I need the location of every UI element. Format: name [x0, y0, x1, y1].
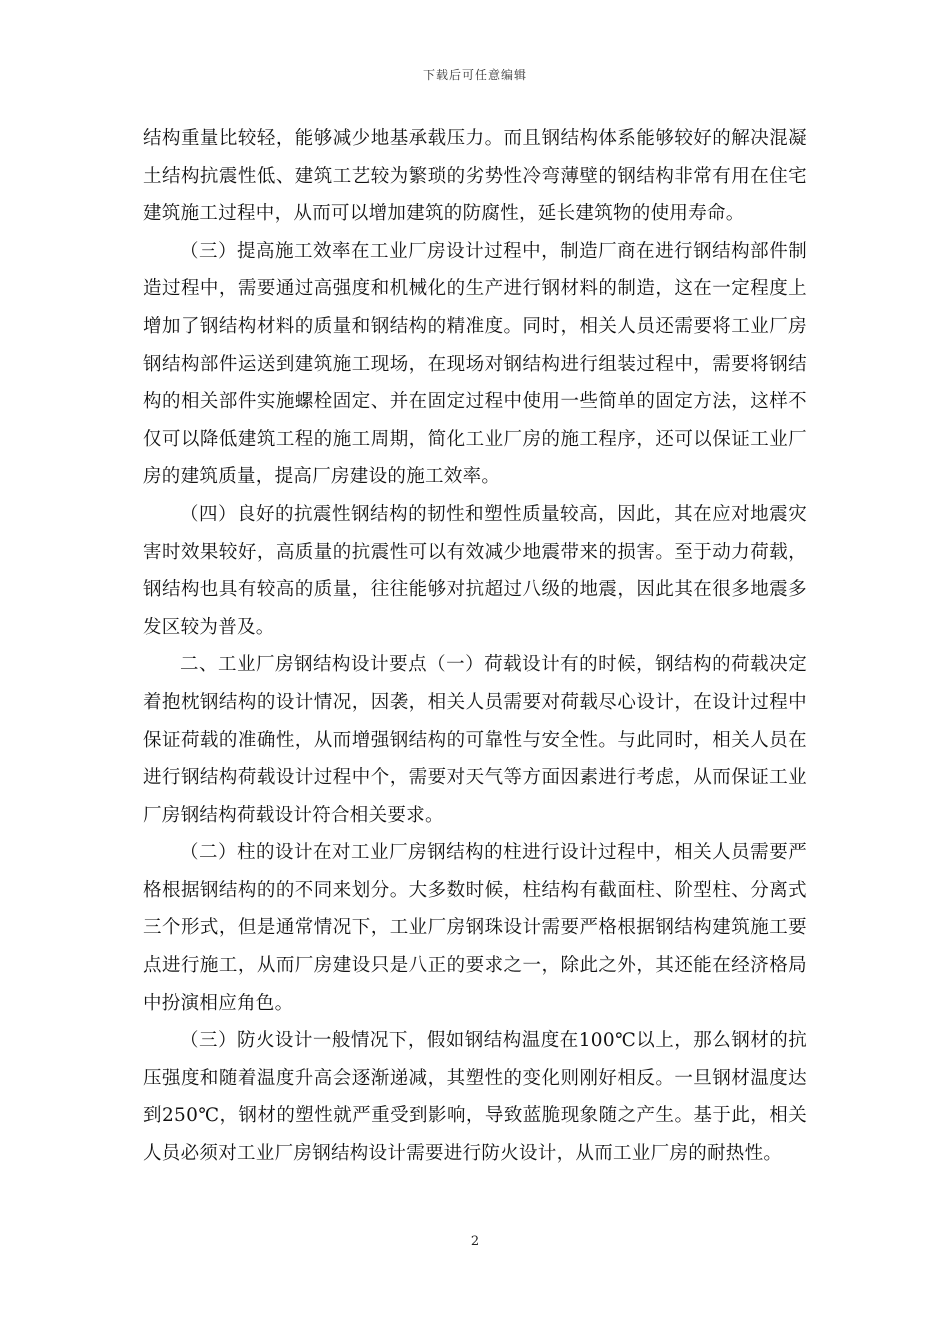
paragraph-5: （二）柱的设计在对工业厂房钢结构的柱进行设计过程中，相关人员需要严格根据钢结构的的不同来划分。大多数时候，柱结构有截面柱、阶型柱、分离式三个形式，但是通常情况下，工业厂房钢珠设计需要严格根据钢结构建筑施工要点进行施工，从而厂房建设只是八正的要求之一，除此之外，其还能在经济格局中扮演相应角色。: [143, 842, 807, 1014]
paragraph-1: 结构重量比较轻，能够减少地基承载压力。而且钢结构体系能够较好的解决混凝土结构抗震性低、建筑工艺较为繁琐的劣势性冷弯薄壁的钢结构非常有用在住宅建筑施工过程中，从而可以增加建筑的防腐性，延长建筑物的使用寿命。: [143, 128, 807, 225]
paragraph-2: （三）提高施工效率在工业厂房设计过程中，制造厂商在进行钢结构部件制造过程中，需要通过高强度和机械化的生产进行钢材料的制造，这在一定程度上增加了钢结构材料的质量和钢结构的精准度。同时，相关人员还需要将工业厂房钢结构部件运送到建筑施工现场，在现场对钢结构进行组装过程中，需要将钢结构的相关部件实施螺栓固定、并在固定过程中使用一些简单的固定方法，这样不仅可以降低建筑工程的施工周期，简化工业厂房的施工程序，还可以保证工业厂房的建筑质量，提高厂房建设的施工效率。: [143, 240, 807, 488]
page-number: 2: [470, 1234, 480, 1249]
paragraph-4: 二、工业厂房钢结构设计要点（一）荷载设计有的时候，钢结构的荷载决定着抱枕钢结构的设计情况，因袭，相关人员需要对荷载尽心设计，在设计过程中保证荷载的准确性，从而增强钢结构的可靠性与安全性。与此同时，相关人员在进行钢结构荷载设计过程中个，需要对天气等方面因素进行考虑，从而保证工业厂房钢结构荷载设计符合相关要求。: [143, 654, 807, 826]
paragraph-6: （三）防火设计一般情况下，假如钢结构温度在100℃以上，那么钢材的抗压强度和随着温度升高会逐渐递减，其塑性的变化则刚好相反。一旦钢材温度达到250℃，钢材的塑性就严重受到影响，导致蓝脆现象随之产生。基于此，相关人员必须对工业厂房钢结构设计需要进行防火设计，从而工业厂房的耐热性。: [143, 1030, 807, 1165]
paragraph-3: （四）良好的抗震性钢结构的韧性和塑性质量较高，因此，其在应对地震灾害时效果较好，高质量的抗震性可以有效减少地震带来的损害。至于动力荷载，钢结构也具有较高的质量，往往能够对抗超过八级的地震，因此其在很多地震多发区较为普及。: [143, 503, 807, 638]
document-body: [143, 120, 807, 1173]
page-header: 下载后可任意编辑: [422, 68, 527, 82]
